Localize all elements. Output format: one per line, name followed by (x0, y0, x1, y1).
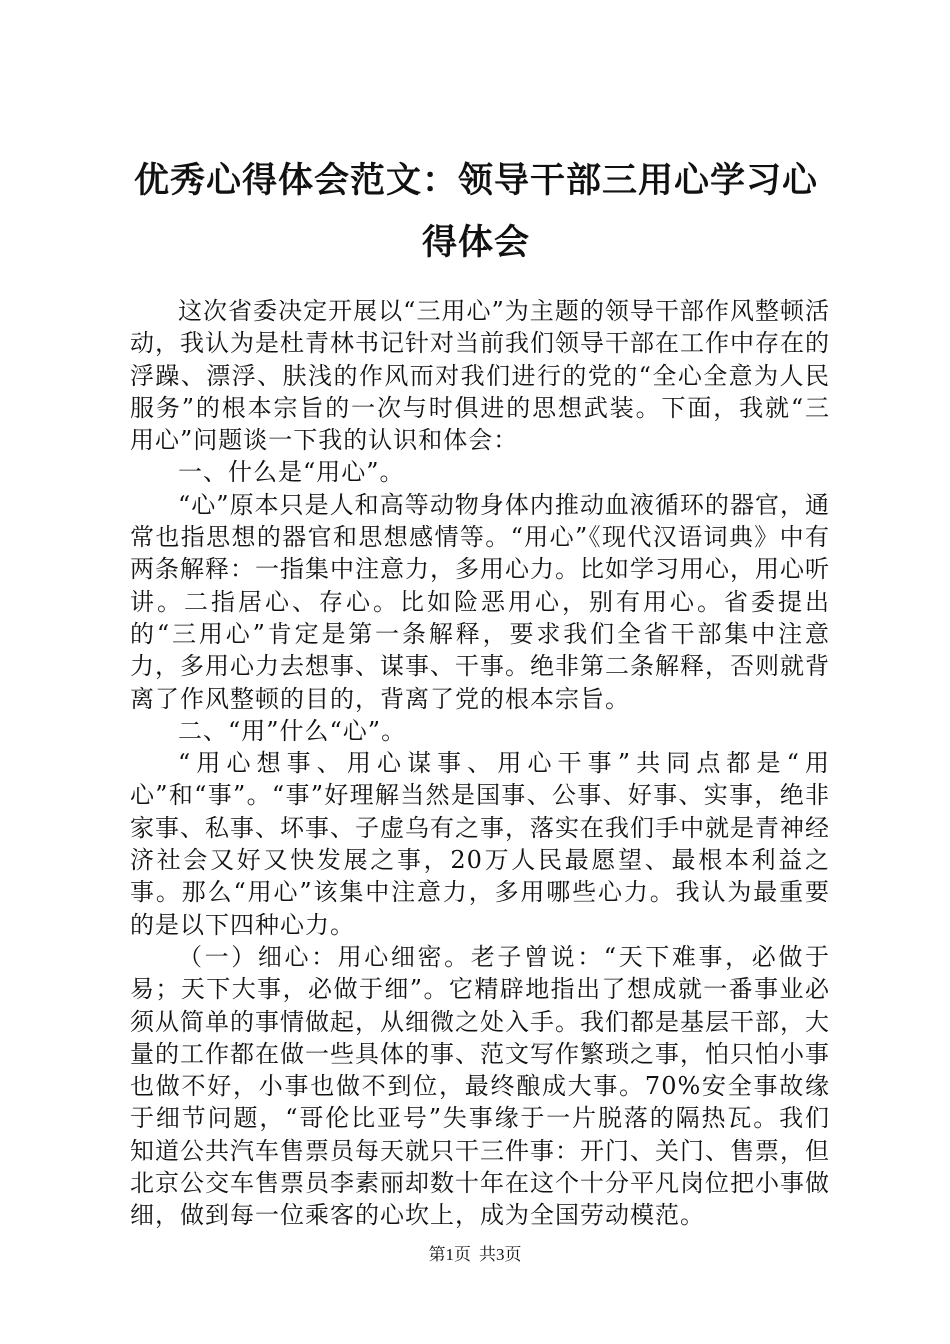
section-heading-2: 二、“用”什么“心”。 (178, 716, 407, 745)
section-heading-1: 一、什么是“用心”。 (178, 458, 405, 487)
page-footer (0, 1243, 950, 1267)
paragraph-meaning: “心”原本只是人和高等动物身体内推动血液循环的器官，通常也指思想的器官和思想感情等。“用心”《现代汉语词典》中有两条解释：一指集中注意力，多用心力。比如学习用心，用心听讲。二指居心、存心。比如险恶用心，别有用心。省委提出的“三用心”肯定是第一条解释，要求我们全省干部集中注意力，多用心力去想事、谋事、干事。绝非第二条解释，否则就背离了作风整顿的目的，背离了党的根本宗旨。 (130, 490, 830, 713)
document-body (130, 295, 830, 1232)
paragraph-careful: （一）细心：用心细密。老子曾说：“天下难事，必做于易；天下大事，必做于细”。它精辟地指出了想成就一番事业必须从简单的事情做起，从细微之处入手。我们都是基层干部，大量的工作都在做一些具体的事、范文写作繁琐之事，怕只怕小事也做不好，小事也做不到位，最终酿成大事。70%安全事故缘于细节问题，“哥伦比亚号”失事缘于一片脱落的隔热瓦。我们知道公共汽车售票员每天就只干三件事：开门、关门、售票，但北京公交车售票员李素丽却数十年在这个十分平凡岗位把小事做细，做到每一位乘客的心坎上，成为全国劳动模范。 (130, 942, 830, 1230)
paragraph-intro: 这次省委决定开展以“三用心”为主题的领导干部作风整顿活动，我认为是杜青林书记针对当前我们领导干部在工作中存在的浮躁、漂浮、肤浅的作风而对我们进行的党的“全心全意为人民服务”的根本宗旨的一次与时俱进的思想武装。下面，我就“三用心”问题谈一下我的认识和体会： (130, 297, 830, 455)
page-number-current: 第1页 (428, 1245, 471, 1264)
paragraph-what-heart: “用心想事、用心谋事、用心干事”共同点都是“用心”和“事”。“事”好理解当然是国事、公事、好事、实事，绝非家事、私事、坏事、子虚乌有之事，落实在我们手中就是青神经济社会又好又快发展之事，20万人民最愿望、最根本利益之事。那么“用心”该集中注意力，多用哪些心力。我认为最重要的是以下四种心力。 (130, 749, 830, 939)
page-number-total: 共3页 (479, 1245, 522, 1264)
document-title: 优秀心得体会范文：领导干部三用心学习心得体会 (133, 160, 818, 263)
